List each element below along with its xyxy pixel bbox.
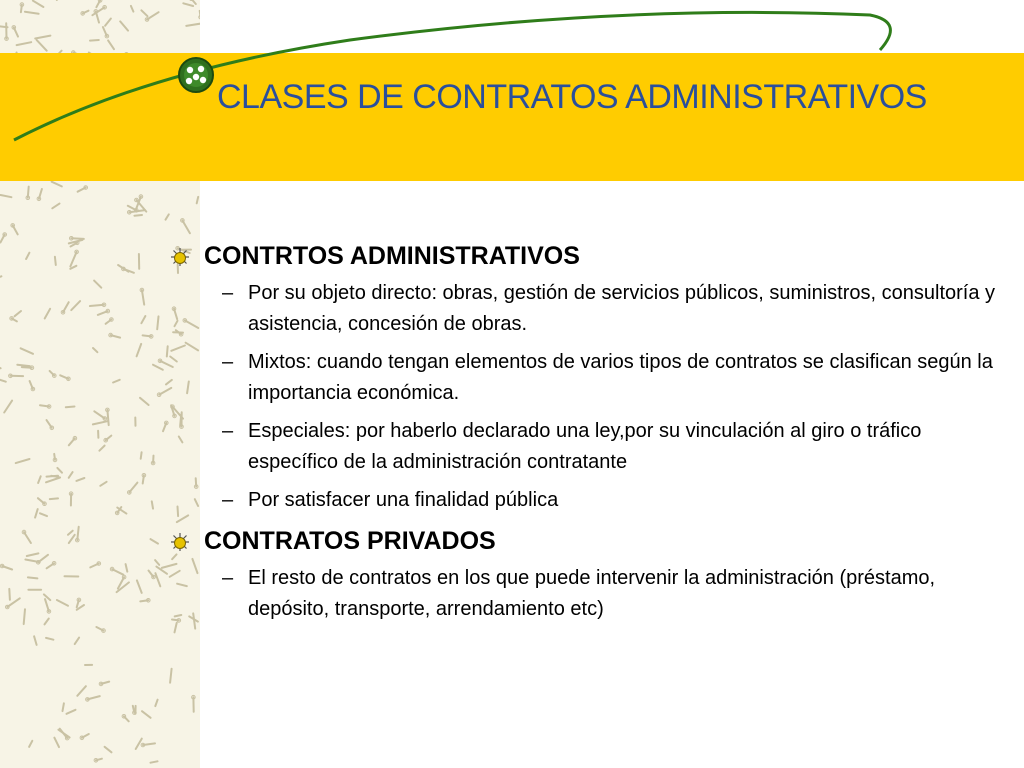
dash-marker: –: [222, 282, 234, 304]
dash-marker: –: [222, 567, 234, 589]
dash-marker: –: [222, 489, 234, 511]
sub-item-list: [170, 563, 1000, 625]
list-item-text: Especiales: por haberlo declarado una ley,por su vinculación al giro o tráfico específico de la administración contratante: [248, 420, 922, 473]
section-heading: [170, 238, 1000, 276]
heading-text: CONTRTOS ADMINISTRATIVOS: [204, 242, 580, 270]
list-item-text: Por su objeto directo: obras, gestión de servicios públicos, suministros, consultoría y asistencia, concesión de obras.: [248, 282, 996, 335]
section-administrativos: [170, 238, 1000, 516]
section-privados: [170, 523, 1000, 625]
list-item-text: El resto de contratos en los que puede intervenir la administración (préstamo, depósito, transporte, arrendamiento etc): [248, 567, 936, 620]
slide-content: [170, 238, 1000, 632]
list-item: [170, 278, 1000, 340]
list-item-text: Por satisfacer una finalidad pública: [248, 489, 559, 511]
list-item-text: Mixtos: cuando tengan elementos de varios tipos de contratos se clasifican según la importancia económica.: [248, 351, 993, 404]
sub-item-list: [170, 278, 1000, 516]
yellow-sunburst-bullet-icon: [170, 532, 190, 552]
section-heading: [170, 523, 1000, 561]
heading-text: CONTRATOS PRIVADOS: [204, 527, 496, 555]
yellow-sunburst-bullet-icon: [170, 247, 190, 267]
list-item: [170, 485, 1000, 516]
page-title: CLASES DE CONTRATOS ADMINISTRATIVOS: [217, 78, 927, 116]
list-item: [170, 347, 1000, 409]
list-item: [170, 563, 1000, 625]
green-cluster-ornament-icon: [179, 58, 213, 92]
dash-marker: –: [222, 351, 234, 373]
list-item: [170, 416, 1000, 478]
dash-marker: –: [222, 420, 234, 442]
